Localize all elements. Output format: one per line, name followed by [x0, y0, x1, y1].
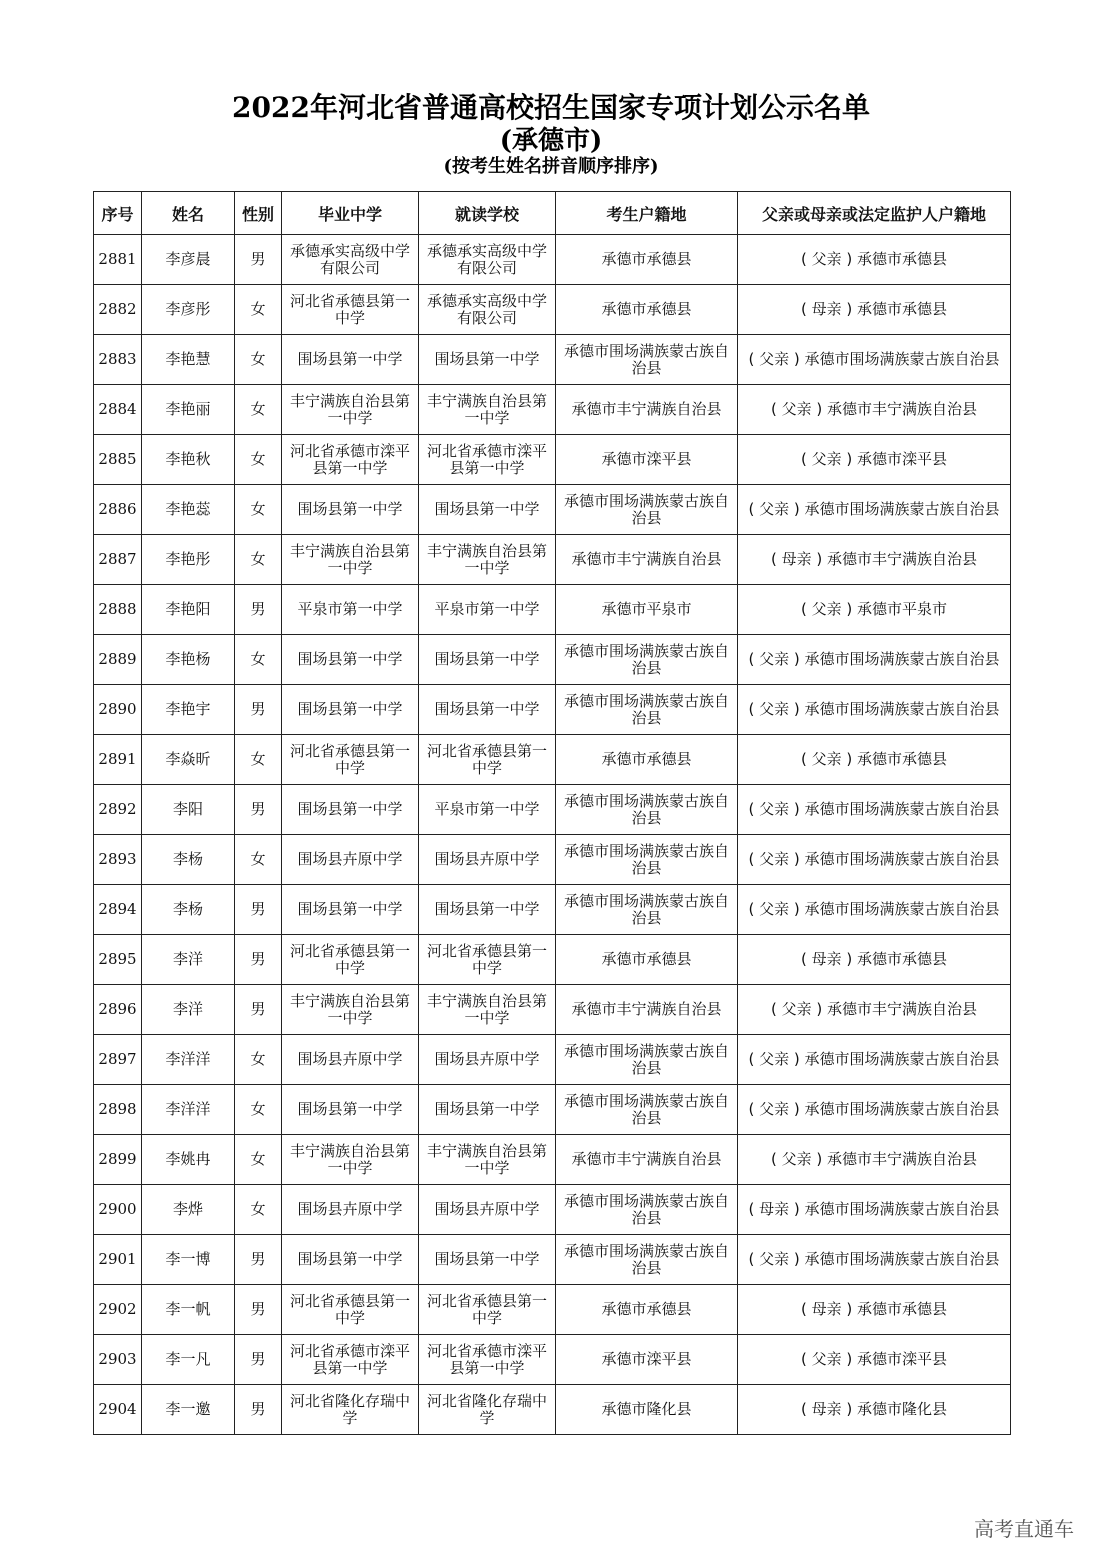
- cell-name: 李洋洋: [142, 1085, 235, 1135]
- cell-student-household: 承德市丰宁满族自治县: [556, 985, 738, 1035]
- cell-current-school: 丰宁满族自治县第一中学: [419, 1135, 556, 1185]
- cell-name: 李艳阳: [142, 585, 235, 635]
- cell-guardian-household: ( 母亲 ) 承德市围场满族蒙古族自治县: [738, 1185, 1011, 1235]
- table-row: [94, 885, 1011, 935]
- table-row: [94, 435, 1011, 485]
- cell-current-school: 围场县第一中学: [419, 1235, 556, 1285]
- header-gender: 性别: [235, 192, 282, 235]
- cell-current-school: 丰宁满族自治县第一中学: [419, 985, 556, 1035]
- cell-name: 李烨: [142, 1185, 235, 1235]
- cell-name: 李艳秋: [142, 435, 235, 485]
- cell-current-school: 丰宁满族自治县第一中学: [419, 385, 556, 435]
- watermark-text: 高考直通车: [974, 1517, 1074, 1541]
- cell-student-household: 承德市滦平县: [556, 435, 738, 485]
- cell-graduated-school: 丰宁满族自治县第一中学: [282, 535, 419, 585]
- cell-gender: 女: [235, 1185, 282, 1235]
- cell-seq: 2892: [94, 785, 142, 835]
- cell-seq: 2886: [94, 485, 142, 535]
- header-current-school: 就读学校: [419, 192, 556, 235]
- table-row: [94, 985, 1011, 1035]
- cell-guardian-household: ( 父亲 ) 承德市丰宁满族自治县: [738, 985, 1011, 1035]
- cell-graduated-school: 平泉市第一中学: [282, 585, 419, 635]
- cell-guardian-household: ( 父亲 ) 承德市围场满族蒙古族自治县: [738, 635, 1011, 685]
- cell-seq: 2889: [94, 635, 142, 685]
- cell-current-school: 河北省承德市滦平县第一中学: [419, 1335, 556, 1385]
- cell-seq: 2888: [94, 585, 142, 635]
- cell-gender: 女: [235, 1135, 282, 1185]
- cell-current-school: 围场县卉原中学: [419, 1035, 556, 1085]
- cell-name: 李一博: [142, 1235, 235, 1285]
- cell-graduated-school: 河北省承德县第一中学: [282, 1285, 419, 1335]
- cell-guardian-household: ( 母亲 ) 承德市承德县: [738, 1285, 1011, 1335]
- cell-gender: 男: [235, 785, 282, 835]
- header-seq: 序号: [94, 192, 142, 235]
- cell-student-household: 承德市围场满族蒙古族自治县: [556, 335, 738, 385]
- cell-current-school: 河北省承德县第一中学: [419, 735, 556, 785]
- header-name: 姓名: [142, 192, 235, 235]
- cell-gender: 男: [235, 1335, 282, 1385]
- cell-current-school: 平泉市第一中学: [419, 785, 556, 835]
- table-row: [94, 1135, 1011, 1185]
- cell-seq: 2884: [94, 385, 142, 435]
- cell-current-school: 围场县第一中学: [419, 485, 556, 535]
- cell-gender: 男: [235, 235, 282, 285]
- cell-student-household: 承德市围场满族蒙古族自治县: [556, 485, 738, 535]
- cell-guardian-household: ( 父亲 ) 承德市平泉市: [738, 585, 1011, 635]
- cell-student-household: 承德市围场满族蒙古族自治县: [556, 1185, 738, 1235]
- table-row: [94, 685, 1011, 735]
- cell-gender: 女: [235, 635, 282, 685]
- cell-student-household: 承德市承德县: [556, 735, 738, 785]
- cell-gender: 男: [235, 935, 282, 985]
- cell-student-household: 承德市滦平县: [556, 1335, 738, 1385]
- cell-student-household: 承德市围场满族蒙古族自治县: [556, 835, 738, 885]
- cell-student-household: 承德市围场满族蒙古族自治县: [556, 1035, 738, 1085]
- cell-graduated-school: 围场县第一中学: [282, 1085, 419, 1135]
- cell-guardian-household: ( 母亲 ) 承德市承德县: [738, 935, 1011, 985]
- table-row: [94, 1085, 1011, 1135]
- cell-student-household: 承德市承德县: [556, 1285, 738, 1335]
- cell-current-school: 承德承实高级中学有限公司: [419, 285, 556, 335]
- cell-guardian-household: ( 父亲 ) 承德市围场满族蒙古族自治县: [738, 485, 1011, 535]
- cell-student-household: 承德市围场满族蒙古族自治县: [556, 885, 738, 935]
- table-row: [94, 1185, 1011, 1235]
- cell-gender: 女: [235, 835, 282, 885]
- table-row: [94, 1235, 1011, 1285]
- cell-student-household: 承德市承德县: [556, 935, 738, 985]
- cell-student-household: 承德市丰宁满族自治县: [556, 535, 738, 585]
- cell-current-school: 河北省承德市滦平县第一中学: [419, 435, 556, 485]
- table-row: [94, 485, 1011, 535]
- cell-name: 李焱昕: [142, 735, 235, 785]
- cell-name: 李阳: [142, 785, 235, 835]
- cell-guardian-household: ( 母亲 ) 承德市承德县: [738, 285, 1011, 335]
- cell-graduated-school: 围场县卉原中学: [282, 1035, 419, 1085]
- cell-gender: 女: [235, 335, 282, 385]
- cell-gender: 女: [235, 385, 282, 435]
- cell-gender: 女: [235, 285, 282, 335]
- cell-graduated-school: 围场县第一中学: [282, 885, 419, 935]
- cell-seq: 2895: [94, 935, 142, 985]
- cell-name: 李一凡: [142, 1335, 235, 1385]
- cell-seq: 2887: [94, 535, 142, 585]
- cell-graduated-school: 丰宁满族自治县第一中学: [282, 1135, 419, 1185]
- cell-gender: 女: [235, 1035, 282, 1085]
- table-row: [94, 335, 1011, 385]
- cell-graduated-school: 围场县第一中学: [282, 1235, 419, 1285]
- cell-graduated-school: 河北省承德县第一中学: [282, 935, 419, 985]
- cell-name: 李杨: [142, 835, 235, 885]
- cell-current-school: 围场县第一中学: [419, 635, 556, 685]
- cell-graduated-school: 围场县第一中学: [282, 635, 419, 685]
- cell-student-household: 承德市隆化县: [556, 1385, 738, 1435]
- cell-graduated-school: 围场县卉原中学: [282, 1185, 419, 1235]
- cell-seq: 2901: [94, 1235, 142, 1285]
- cell-current-school: 河北省隆化存瑞中学: [419, 1385, 556, 1435]
- cell-guardian-household: ( 父亲 ) 承德市围场满族蒙古族自治县: [738, 685, 1011, 735]
- cell-name: 李姚冉: [142, 1135, 235, 1185]
- cell-seq: 2902: [94, 1285, 142, 1335]
- cell-graduated-school: 围场县第一中学: [282, 335, 419, 385]
- table-row: [94, 735, 1011, 785]
- cell-student-household: 承德市平泉市: [556, 585, 738, 635]
- cell-current-school: 围场县第一中学: [419, 1085, 556, 1135]
- cell-seq: 2900: [94, 1185, 142, 1235]
- cell-gender: 男: [235, 1285, 282, 1335]
- cell-guardian-household: ( 母亲 ) 承德市丰宁满族自治县: [738, 535, 1011, 585]
- cell-graduated-school: 河北省隆化存瑞中学: [282, 1385, 419, 1435]
- page-title: 2022年河北省普通高校招生国家专项计划公示名单: [232, 91, 870, 124]
- cell-student-household: 承德市围场满族蒙古族自治县: [556, 785, 738, 835]
- cell-seq: 2899: [94, 1135, 142, 1185]
- cell-guardian-household: ( 父亲 ) 承德市围场满族蒙古族自治县: [738, 335, 1011, 385]
- cell-name: 李洋: [142, 985, 235, 1035]
- cell-gender: 女: [235, 435, 282, 485]
- table-row: [94, 1335, 1011, 1385]
- cell-student-household: 承德市承德县: [556, 235, 738, 285]
- cell-name: 李艳慧: [142, 335, 235, 385]
- cell-seq: 2894: [94, 885, 142, 935]
- cell-current-school: 丰宁满族自治县第一中学: [419, 535, 556, 585]
- cell-current-school: 河北省承德县第一中学: [419, 1285, 556, 1335]
- roster-table: [93, 191, 1011, 1435]
- cell-gender: 男: [235, 1385, 282, 1435]
- cell-guardian-household: ( 父亲 ) 承德市滦平县: [738, 1335, 1011, 1385]
- cell-seq: 2885: [94, 435, 142, 485]
- cell-guardian-household: ( 父亲 ) 承德市围场满族蒙古族自治县: [738, 1085, 1011, 1135]
- table-row: [94, 585, 1011, 635]
- cell-name: 李艳彤: [142, 535, 235, 585]
- cell-name: 李艳丽: [142, 385, 235, 435]
- cell-seq: 2903: [94, 1335, 142, 1385]
- table-row: [94, 535, 1011, 585]
- table-row: [94, 935, 1011, 985]
- table-row: [94, 835, 1011, 885]
- cell-graduated-school: 河北省承德县第一中学: [282, 285, 419, 335]
- cell-gender: 男: [235, 685, 282, 735]
- cell-name: 李洋洋: [142, 1035, 235, 1085]
- cell-gender: 男: [235, 1235, 282, 1285]
- cell-seq: 2890: [94, 685, 142, 735]
- table-row: [94, 285, 1011, 335]
- table-row: [94, 1035, 1011, 1085]
- cell-name: 李杨: [142, 885, 235, 935]
- page-subtitle-city: (承德市): [499, 126, 603, 156]
- cell-current-school: 河北省承德县第一中学: [419, 935, 556, 985]
- cell-graduated-school: 丰宁满族自治县第一中学: [282, 985, 419, 1035]
- cell-graduated-school: 围场县第一中学: [282, 685, 419, 735]
- cell-guardian-household: ( 父亲 ) 承德市承德县: [738, 235, 1011, 285]
- cell-seq: 2883: [94, 335, 142, 385]
- cell-current-school: 承德承实高级中学有限公司: [419, 235, 556, 285]
- table-row: [94, 1385, 1011, 1435]
- cell-graduated-school: 河北省承德市滦平县第一中学: [282, 435, 419, 485]
- cell-seq: 2891: [94, 735, 142, 785]
- cell-seq: 2882: [94, 285, 142, 335]
- cell-gender: 女: [235, 535, 282, 585]
- header-student-household: 考生户籍地: [556, 192, 738, 235]
- header-graduated-school: 毕业中学: [282, 192, 419, 235]
- cell-seq: 2904: [94, 1385, 142, 1435]
- cell-gender: 男: [235, 585, 282, 635]
- cell-gender: 男: [235, 985, 282, 1035]
- cell-seq: 2896: [94, 985, 142, 1035]
- cell-student-household: 承德市丰宁满族自治县: [556, 1135, 738, 1185]
- table-row: [94, 635, 1011, 685]
- cell-guardian-household: ( 父亲 ) 承德市承德县: [738, 735, 1011, 785]
- cell-student-household: 承德市丰宁满族自治县: [556, 385, 738, 435]
- cell-graduated-school: 丰宁满族自治县第一中学: [282, 385, 419, 435]
- cell-student-household: 承德市围场满族蒙古族自治县: [556, 1235, 738, 1285]
- header-guardian-household: 父亲或母亲或法定监护人户籍地: [738, 192, 1011, 235]
- cell-name: 李彦彤: [142, 285, 235, 335]
- cell-graduated-school: 围场县第一中学: [282, 485, 419, 535]
- cell-guardian-household: ( 父亲 ) 承德市围场满族蒙古族自治县: [738, 1035, 1011, 1085]
- cell-student-household: 承德市承德县: [556, 285, 738, 335]
- cell-guardian-household: ( 父亲 ) 承德市围场满族蒙古族自治县: [738, 1235, 1011, 1285]
- table-row: [94, 385, 1011, 435]
- cell-name: 李艳蕊: [142, 485, 235, 535]
- cell-seq: 2881: [94, 235, 142, 285]
- cell-name: 李艳杨: [142, 635, 235, 685]
- cell-current-school: 围场县第一中学: [419, 335, 556, 385]
- cell-guardian-household: ( 父亲 ) 承德市丰宁满族自治县: [738, 385, 1011, 435]
- cell-student-household: 承德市围场满族蒙古族自治县: [556, 635, 738, 685]
- cell-guardian-household: ( 父亲 ) 承德市丰宁满族自治县: [738, 1135, 1011, 1185]
- cell-current-school: 围场县卉原中学: [419, 835, 556, 885]
- cell-name: 李洋: [142, 935, 235, 985]
- table-row: [94, 785, 1011, 835]
- cell-name: 李艳宇: [142, 685, 235, 735]
- cell-guardian-household: ( 母亲 ) 承德市隆化县: [738, 1385, 1011, 1435]
- cell-seq: 2897: [94, 1035, 142, 1085]
- cell-current-school: 围场县第一中学: [419, 685, 556, 735]
- cell-student-household: 承德市围场满族蒙古族自治县: [556, 1085, 738, 1135]
- cell-guardian-household: ( 父亲 ) 承德市围场满族蒙古族自治县: [738, 785, 1011, 835]
- cell-guardian-household: ( 父亲 ) 承德市围场满族蒙古族自治县: [738, 835, 1011, 885]
- table-row: [94, 235, 1011, 285]
- cell-current-school: 围场县第一中学: [419, 885, 556, 935]
- cell-graduated-school: 承德承实高级中学有限公司: [282, 235, 419, 285]
- table-row: [94, 1285, 1011, 1335]
- cell-guardian-household: ( 父亲 ) 承德市滦平县: [738, 435, 1011, 485]
- cell-name: 李彦晨: [142, 235, 235, 285]
- cell-gender: 女: [235, 485, 282, 535]
- page-sort-note: (按考生姓名拼音顺序排序): [443, 156, 659, 177]
- table-header-row: [94, 192, 1011, 235]
- cell-seq: 2898: [94, 1085, 142, 1135]
- cell-gender: 女: [235, 735, 282, 785]
- cell-graduated-school: 围场县第一中学: [282, 785, 419, 835]
- cell-guardian-household: ( 父亲 ) 承德市围场满族蒙古族自治县: [738, 885, 1011, 935]
- cell-gender: 男: [235, 885, 282, 935]
- cell-name: 李一邀: [142, 1385, 235, 1435]
- cell-graduated-school: 河北省承德县第一中学: [282, 735, 419, 785]
- cell-graduated-school: 围场县卉原中学: [282, 835, 419, 885]
- cell-current-school: 围场县卉原中学: [419, 1185, 556, 1235]
- cell-student-household: 承德市围场满族蒙古族自治县: [556, 685, 738, 735]
- cell-graduated-school: 河北省承德市滦平县第一中学: [282, 1335, 419, 1385]
- cell-name: 李一帆: [142, 1285, 235, 1335]
- cell-gender: 女: [235, 1085, 282, 1135]
- cell-current-school: 平泉市第一中学: [419, 585, 556, 635]
- cell-seq: 2893: [94, 835, 142, 885]
